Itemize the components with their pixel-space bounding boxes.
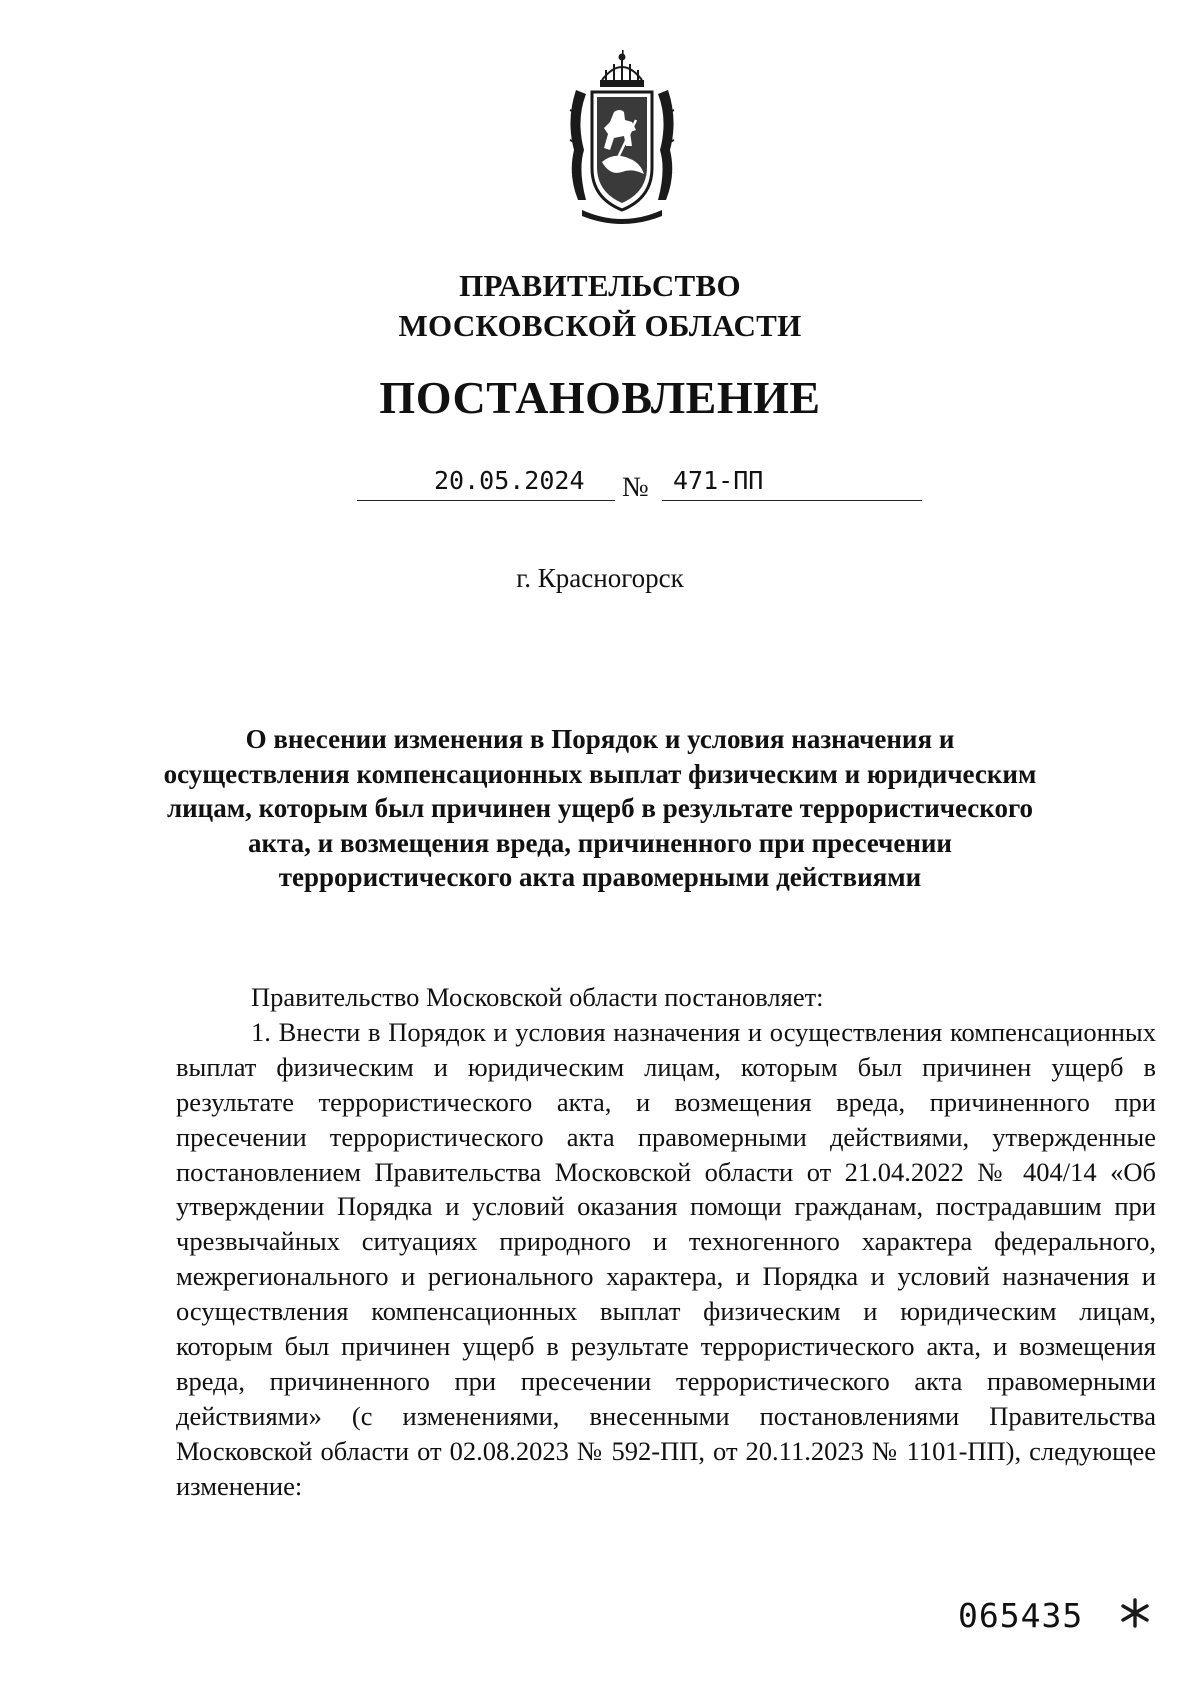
number-underline	[662, 500, 922, 501]
organization-name-line-1: ПРАВИТЕЛЬСТВО	[459, 268, 741, 303]
body-paragraph-2: 1. Внести в Порядок и условия назначения и осуществления компенсационных выплат физическим и юридическим лицам, которым был причинен ущерб в результате террористического акта, и возмещения вреда, причиненного при пресечении террористического акта правомерными действиями, утвержденные постановлением Правительства Московской области от 21.04.2022 № 404/14 «Об утверждении Порядка и условий оказания помощи гражданам, пострадавшим при чрезвычайных ситуациях природного и техногенного характера федерального, межрегионального и регионального характера, и Порядка и условий назначения и осуществления компенсационных выплат физическим и юридическим лицам, которым был причинен ущерб в результате террористического акта, и возмещения вреда, причиненного при пресечении террористического акта правомерными действиями» (с изменениями, внесенными постановлениями Правительства Московской области от 02.08.2023 № 592-ПП, от 20.11.2023 № 1101-ПП), следующее изменение:	[176, 1016, 1156, 1501]
document-type-title: ПОСТАНОВЛЕНИЕ	[379, 372, 821, 423]
serial-number: 065435	[958, 1596, 1084, 1635]
document-number: 471-ПП	[673, 466, 764, 495]
body-paragraph-1: Правительство Московской области постановляет:	[251, 982, 824, 1012]
asterisk-icon	[1118, 1596, 1152, 1630]
document-date: 20.05.2024	[434, 466, 585, 495]
document-body	[176, 980, 1156, 1504]
organization-name-line-2: МОСКОВСКОЙ ОБЛАСТИ	[398, 308, 802, 343]
number-sign: №	[622, 472, 649, 503]
coat-of-arms-icon	[562, 50, 682, 225]
registration-line	[0, 460, 1200, 510]
city-name: г. Красногорск	[516, 563, 684, 593]
document-subject: О внесении изменения в Порядок и условия назначения и осуществления компенсационных выплат физическим и юридическим лицам, которым был причинен ущерб в результате террористического акта, и возмещения вреда, причиненного при пресечении террористического акта правомерными действиями	[163, 724, 1037, 892]
date-underline	[357, 500, 615, 501]
